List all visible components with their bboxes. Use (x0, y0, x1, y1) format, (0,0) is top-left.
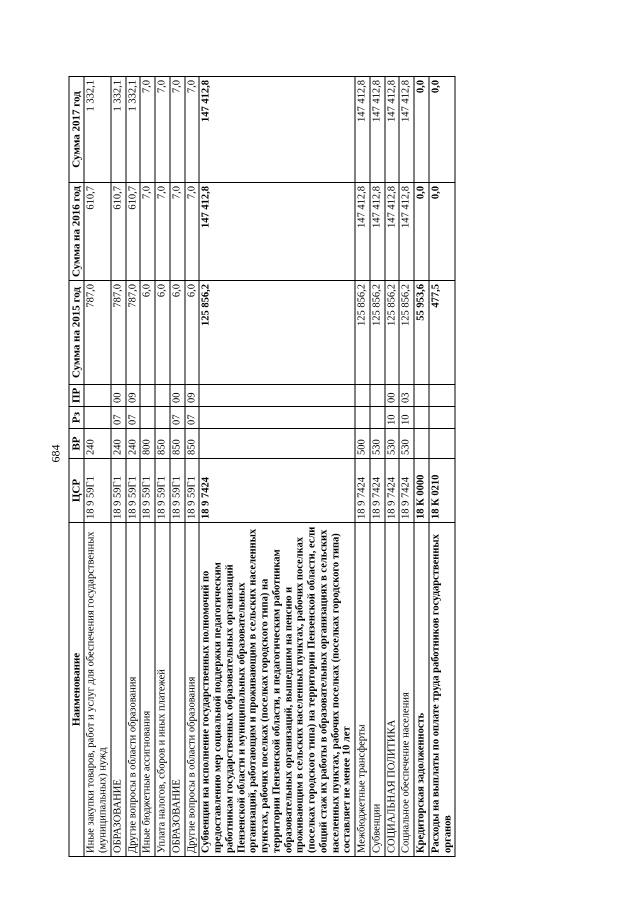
cell-y2016: 7,0 (155, 183, 170, 281)
table-row (126, 77, 141, 857)
rotated-table-container (69, 77, 582, 857)
budget-table (69, 76, 456, 857)
cell-pr (199, 385, 355, 407)
cell-pr (155, 385, 170, 407)
cell-csr: 18 9 7424 (370, 459, 385, 523)
cell-y2016: 147 412,8 (199, 183, 355, 281)
cell-y2015: 6,0 (140, 281, 155, 385)
cell-rz (370, 407, 385, 429)
cell-name: Субвенции (370, 523, 385, 857)
cell-rz: 07 (185, 407, 200, 429)
cell-y2015: 787,0 (126, 281, 141, 385)
header-2017: Сумма 2017 год (69, 77, 84, 183)
cell-y2015: 477,5 (429, 281, 456, 385)
cell-csr: 18 9 7424 (199, 459, 355, 523)
cell-vr: 240 (84, 429, 111, 459)
cell-name: Кредиторская задолженность (414, 523, 429, 857)
cell-rz (199, 407, 355, 429)
cell-rz (155, 407, 170, 429)
cell-vr (429, 429, 456, 459)
table-row (370, 77, 385, 857)
cell-vr: 240 (111, 429, 126, 459)
cell-vr (414, 429, 429, 459)
cell-pr: 03 (399, 385, 414, 407)
cell-pr (84, 385, 111, 407)
cell-y2017: 147 412,8 (199, 77, 355, 183)
cell-name: ОБРАЗОВАНИЕ (111, 523, 126, 857)
cell-vr: 850 (185, 429, 200, 459)
cell-pr (414, 385, 429, 407)
cell-y2017: 1 332,1 (84, 77, 111, 183)
cell-rz (414, 407, 429, 429)
cell-pr: 00 (111, 385, 126, 407)
cell-y2015: 6,0 (155, 281, 170, 385)
cell-name: ОБРАЗОВАНИЕ (170, 523, 185, 857)
cell-y2015: 787,0 (84, 281, 111, 385)
cell-csr: 18 9 59Г1 (140, 459, 155, 523)
cell-csr: 18 9 59Г1 (111, 459, 126, 523)
cell-csr: 18 9 7424 (399, 459, 414, 523)
page-number: 684 (48, 444, 63, 463)
cell-pr: 09 (126, 385, 141, 407)
cell-name: СОЦИАЛЬНАЯ ПОЛИТИКА (385, 523, 400, 857)
cell-y2016: 7,0 (170, 183, 185, 281)
table-row (84, 77, 111, 857)
cell-name: Иные бюджетные ассигнования (140, 523, 155, 857)
table-body (84, 77, 455, 857)
table-row (111, 77, 126, 857)
cell-rz (355, 407, 370, 429)
cell-name: Другие вопросы в области образования (185, 523, 200, 857)
cell-rz: 07 (170, 407, 185, 429)
cell-csr: 18 9 59Г1 (155, 459, 170, 523)
cell-y2015: 6,0 (185, 281, 200, 385)
cell-name: Социальное обеспечение населения (399, 523, 414, 857)
cell-y2017: 1 332,1 (126, 77, 141, 183)
cell-csr: 18 К 0210 (429, 459, 456, 523)
cell-vr: 800 (140, 429, 155, 459)
cell-y2015: 125 856,2 (355, 281, 370, 385)
cell-y2015: 55 953,6 (414, 281, 429, 385)
cell-name: Субвенции на исполнение государственных полномочий по предоставлению мер социальной поддержки педагогическим работникам государственных образовательных организаций Пензенской области и муниципальных образовательных организаций, работающим и проживающим в сельских населенных пунктах, рабочих поселках (поселках городского типа) на территории Пензенской области, и педагогическим работникам образовательных организаций, вышедшим на пенсию и проживающим в сельских населенных пунктах, рабочих поселках (поселках городского типа) на территории Пензенской области, если общий стаж их работы в образовательных организациях в сельских населенных пунктах, рабочих поселках (поселках городского типа) составляет не менее 10 лет (199, 523, 355, 857)
table-row (429, 77, 456, 857)
header-csr: ЦСР (69, 459, 84, 523)
cell-y2015: 125 856,2 (385, 281, 400, 385)
header-name: Наименование (69, 523, 84, 857)
cell-y2017: 7,0 (170, 77, 185, 183)
cell-pr (140, 385, 155, 407)
cell-y2015: 125 856,2 (370, 281, 385, 385)
cell-vr (199, 429, 355, 459)
cell-csr: 18 9 59Г1 (126, 459, 141, 523)
cell-vr: 500 (355, 429, 370, 459)
cell-y2017: 7,0 (140, 77, 155, 183)
cell-name: Расходы на выплаты по оплате труда работников государственных органов (429, 523, 456, 857)
cell-y2016: 7,0 (185, 183, 200, 281)
cell-y2015: 125 856,2 (199, 281, 355, 385)
cell-y2015: 787,0 (111, 281, 126, 385)
cell-y2017: 147 412,8 (399, 77, 414, 183)
cell-csr: 18 К 0000 (414, 459, 429, 523)
cell-y2015: 125 856,2 (399, 281, 414, 385)
header-vr: ВР (69, 429, 84, 459)
cell-rz (140, 407, 155, 429)
cell-vr: 530 (385, 429, 400, 459)
cell-pr: 00 (385, 385, 400, 407)
cell-pr: 00 (170, 385, 185, 407)
cell-y2016: 610,7 (111, 183, 126, 281)
cell-pr (429, 385, 456, 407)
cell-pr (370, 385, 385, 407)
cell-y2017: 7,0 (155, 77, 170, 183)
cell-y2017: 7,0 (185, 77, 200, 183)
cell-rz: 07 (111, 407, 126, 429)
cell-vr: 530 (370, 429, 385, 459)
cell-vr: 850 (155, 429, 170, 459)
cell-rz (84, 407, 111, 429)
cell-name: Иные закупки товаров, работ и услуг для обеспечения государственных (муниципальных) нужд (84, 523, 111, 857)
table-row (199, 77, 355, 857)
cell-y2017: 0,0 (414, 77, 429, 183)
cell-name: Межбюджетные трансферты (355, 523, 370, 857)
cell-y2016: 0,0 (429, 183, 456, 281)
cell-y2016: 147 412,8 (370, 183, 385, 281)
table-row (399, 77, 414, 857)
table-row (185, 77, 200, 857)
cell-y2016: 610,7 (126, 183, 141, 281)
table-row (355, 77, 370, 857)
header-2015: Сумма на 2015 год (69, 281, 84, 385)
header-pr: ПР (69, 385, 84, 407)
cell-rz (429, 407, 456, 429)
cell-y2017: 147 412,8 (355, 77, 370, 183)
cell-y2016: 610,7 (84, 183, 111, 281)
cell-vr: 850 (170, 429, 185, 459)
cell-vr: 240 (126, 429, 141, 459)
cell-y2017: 147 412,8 (370, 77, 385, 183)
cell-y2016: 7,0 (140, 183, 155, 281)
table-header-row (69, 77, 84, 857)
table-row (170, 77, 185, 857)
table-row (385, 77, 400, 857)
cell-pr (355, 385, 370, 407)
table-row (155, 77, 170, 857)
cell-csr: 18 9 59Г1 (170, 459, 185, 523)
cell-y2016: 147 412,8 (385, 183, 400, 281)
cell-y2017: 0,0 (429, 77, 456, 183)
cell-vr: 530 (399, 429, 414, 459)
table-row (414, 77, 429, 857)
header-2016: Сумма на 2016 год (69, 183, 84, 281)
cell-rz: 10 (399, 407, 414, 429)
cell-y2016: 0,0 (414, 183, 429, 281)
cell-csr: 18 9 59Г1 (84, 459, 111, 523)
cell-y2016: 147 412,8 (355, 183, 370, 281)
cell-csr: 18 9 7424 (355, 459, 370, 523)
table-row (140, 77, 155, 857)
cell-y2015: 6,0 (170, 281, 185, 385)
cell-pr: 09 (185, 385, 200, 407)
cell-y2017: 1 332,1 (111, 77, 126, 183)
cell-y2017: 147 412,8 (385, 77, 400, 183)
cell-name: Уплата налогов, сборов и иных платежей (155, 523, 170, 857)
header-rz: Рз (69, 407, 84, 429)
cell-name: Другие вопросы в области образования (126, 523, 141, 857)
cell-y2016: 147 412,8 (399, 183, 414, 281)
cell-csr: 18 9 7424 (385, 459, 400, 523)
cell-csr: 18 9 59Г1 (185, 459, 200, 523)
cell-rz: 07 (126, 407, 141, 429)
cell-rz: 10 (385, 407, 400, 429)
